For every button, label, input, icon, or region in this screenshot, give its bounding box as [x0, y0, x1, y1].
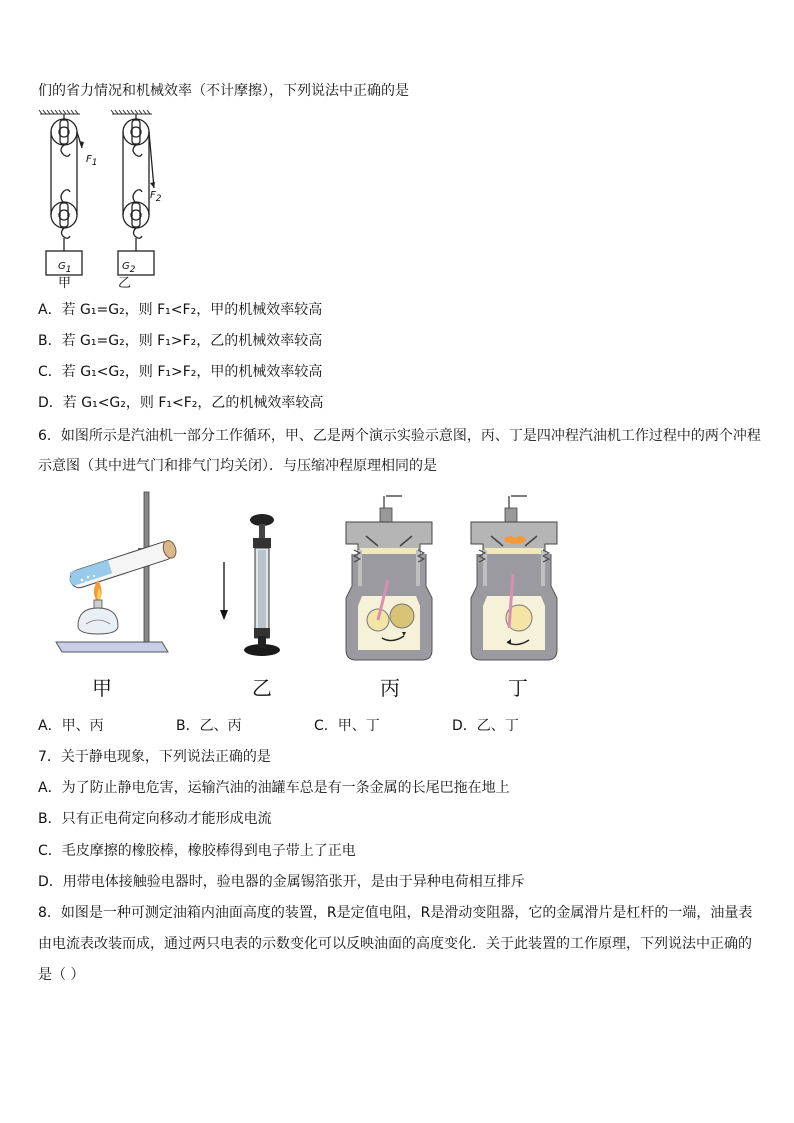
pulley-figure [36, 108, 166, 294]
figure-yi-air-pump [214, 510, 294, 665]
q6-option-d: D．乙、丁 [452, 718, 519, 734]
figure-jia-test-tube [56, 492, 176, 662]
q5-option-c: C．若 G₁<G₂，则 F₁>F₂，甲的机械效率较高 [38, 364, 323, 380]
g1-label: $G_1$ [58, 261, 72, 275]
q7-option-a: A．为了防止静电危害，运输汽油的油罐车总是有一条金属的长尾巴拖在地上 [38, 780, 510, 796]
fig-label-bing: 丙 [380, 676, 400, 700]
q8-stem-line2: 由电流表改装而成，通过两只电表的示数变化可以反映油面的高度变化．关于此装置的工作原理，下列说法中正确的 [38, 936, 752, 952]
q6-option-a: A．甲、丙 [38, 718, 104, 734]
q8-stem-line3: 是（ ） [38, 967, 85, 983]
q7-stem: 7．关于静电现象，下列说法正确的是 [38, 749, 271, 765]
f1-label: $F_1$ [86, 154, 98, 168]
figure-bing-engine [342, 492, 437, 664]
q6-option-b: B．乙、丙 [176, 718, 242, 734]
pulley-label-jia: 甲 [58, 276, 72, 291]
fig-label-ding: 丁 [508, 676, 528, 700]
figure-ding-engine [467, 492, 562, 664]
q6-stem-line2: 示意图（其中进气门和排气门均关闭）．与压缩冲程原理相同的是 [38, 458, 437, 474]
g2-label: $G_2$ [122, 261, 136, 275]
q6-stem-line1: 6．如图所示是汽油机一部分工作循环，甲、乙是两个演示实验示意图，丙、丁是四冲程汽油机工作过程中的两个冲程 [38, 428, 761, 444]
q7-option-b: B．只有正电荷定向移动才能形成电流 [38, 811, 272, 827]
f2-label: $F_2$ [150, 190, 162, 204]
q6-option-c: C．甲、丁 [314, 718, 380, 734]
q7-option-c: C．毛皮摩擦的橡胶棒，橡胶棒得到电子带上了正电 [38, 843, 356, 859]
q5-option-a: A．若 G₁=G₂，则 F₁<F₂，甲的机械效率较高 [38, 302, 323, 318]
q8-stem-line1: 8．如图是一种可测定油箱内油面高度的装置，R是定值电阻，R是滑动变阻器，它的金属滑片是杠杆的一端，油量表 [38, 905, 753, 921]
q7-option-d: D．用带电体接触验电器时，验电器的金属锡箔张开，是由于异种电荷相互排斥 [38, 874, 525, 890]
q5-option-d: D．若 G₁<G₂，则 F₁<F₂，乙的机械效率较高 [38, 395, 324, 411]
q5-intro: 们的省力情况和机械效率（不计摩擦），下列说法中正确的是 [38, 83, 409, 99]
q5-option-b: B．若 G₁=G₂，则 F₁>F₂，乙的机械效率较高 [38, 333, 323, 349]
pulley-label-yi: 乙 [118, 276, 132, 291]
fig-label-yi: 乙 [252, 676, 272, 700]
fig-label-jia: 甲 [92, 676, 112, 700]
